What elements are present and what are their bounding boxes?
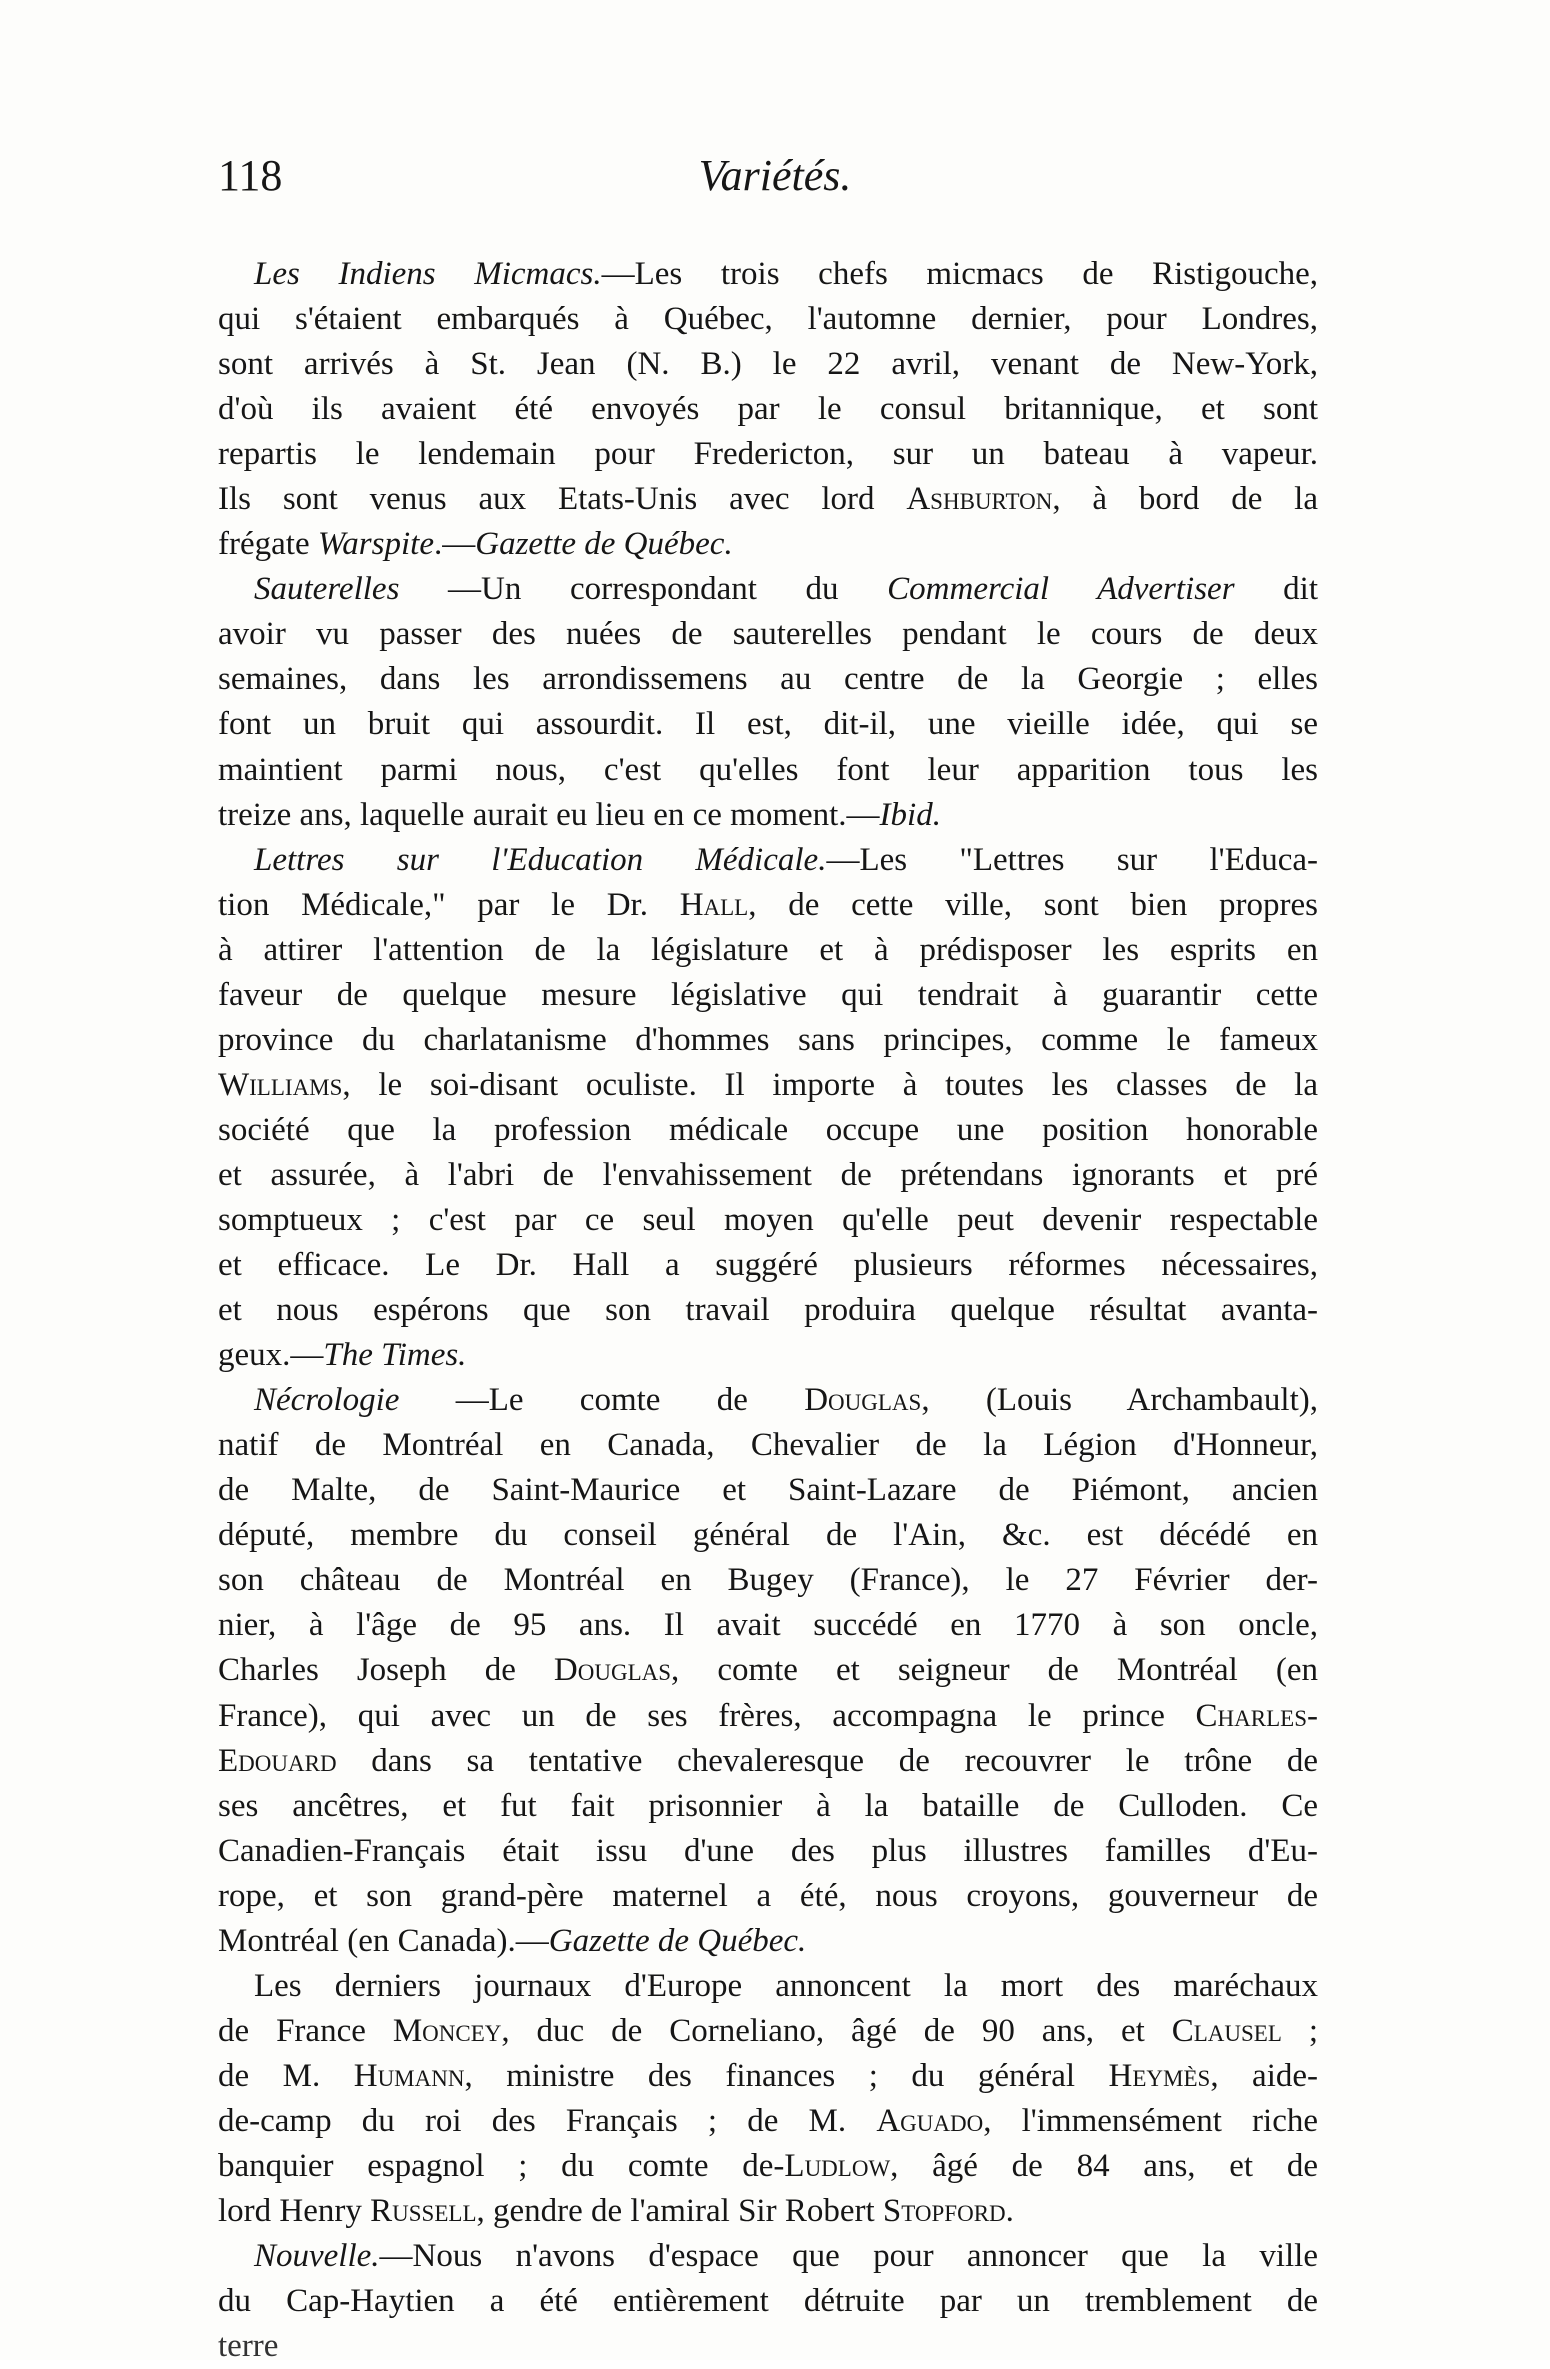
text-line: et nous espérons que son travail produira quelque résultat avanta-: [218, 1292, 1318, 1329]
text-line: Edouard dans sa tentative chevaleresque de recouvrer le trône de: [218, 1742, 1318, 1779]
text-line: Nécrologie —Le comte de Douglas, (Louis Archambault),: [254, 1382, 1318, 1419]
text-line: Nouvelle.—Nous n'avons d'espace que pour annoncer que la ville: [254, 2238, 1318, 2275]
text-line: natif de Montréal en Canada, Chevalier de la Légion d'Honneur,: [218, 1427, 1318, 1464]
text-line: à attirer l'attention de la législature et à prédisposer les esprits en: [218, 931, 1318, 968]
text-line: ses ancêtres, et fut fait prisonnier à la bataille de Culloden. Ce: [218, 1787, 1318, 1824]
text-line: province du charlatanisme d'hommes sans principes, comme le fameux: [218, 1021, 1318, 1058]
page-header: [218, 150, 1332, 210]
text-line: font un bruit qui assourdit. Il est, dit-il, une vieille idée, qui se: [218, 706, 1318, 743]
text-line: Lettres sur l'Education Médicale.—Les "Lettres sur l'Educa-: [254, 841, 1319, 878]
text-line: repartis le lendemain pour Fredericton, sur un bateau à vapeur.: [218, 436, 1318, 473]
text-line: député, membre du conseil général de l'Ain, &c. est décédé en: [218, 1517, 1318, 1554]
text-line: terre: [218, 2328, 279, 2365]
text-line: Sauterelles —Un correspondant du Commercial Advertiser dit: [254, 571, 1318, 608]
text-line: frégate Warspite.—Gazette de Québec.: [218, 526, 733, 563]
text-line: banquier espagnol ; du comte de-Ludlow, âgé de 84 ans, et de: [218, 2147, 1318, 2184]
text-line: de-camp du roi des Français ; de M. Aguado, l'immensément riche: [218, 2102, 1318, 2139]
text-line: faveur de quelque mesure législative qui tendrait à guarantir cette: [218, 976, 1318, 1013]
text-line: société que la profession médicale occupe une position honorable: [218, 1111, 1318, 1148]
text-line: d'où ils avaient été envoyés par le consul britannique, et sont: [218, 391, 1318, 428]
text-line: avoir vu passer des nuées de sauterelles pendant le cours de deux: [218, 616, 1318, 653]
text-line: Ils sont venus aux Etats-Unis avec lord Ashburton, à bord de la: [218, 481, 1318, 518]
text-line: lord Henry Russell, gendre de l'amiral Sir Robert Stopford.: [218, 2193, 1014, 2230]
text-line: de Malte, de Saint-Maurice et Saint-Lazare de Piémont, ancien: [218, 1472, 1318, 1509]
text-line: et assurée, à l'abri de l'envahissement de prétendans ignorants et pré: [218, 1156, 1318, 1193]
text-line: rope, et son grand-père maternel a été, nous croyons, gouverneur de: [218, 1877, 1318, 1914]
text-line: semaines, dans les arrondissemens au centre de la Georgie ; elles: [218, 661, 1318, 698]
text-line: du Cap-Haytien a été entièrement détruite par un tremblement de: [218, 2283, 1318, 2320]
body-text: [218, 252, 1319, 2365]
text-line: de M. Humann, ministre des finances ; du général Heymès, aide-: [218, 2057, 1319, 2094]
text-line: maintient parmi nous, c'est qu'elles font leur apparition tous les: [218, 751, 1318, 788]
text-line: Canadien-Français était issu d'une des plus illustres familles d'Eu-: [218, 1832, 1318, 1869]
text-line: somptueux ; c'est par ce seul moyen qu'elle peut devenir respectable: [218, 1201, 1318, 1238]
text-line: et efficace. Le Dr. Hall a suggéré plusieurs réformes nécessaires,: [218, 1247, 1318, 1284]
text-line: son château de Montréal en Bugey (France), le 27 Février der-: [218, 1562, 1318, 1599]
text-line: qui s'étaient embarqués à Québec, l'automne dernier, pour Londres,: [218, 301, 1318, 338]
text-line: nier, à l'âge de 95 ans. Il avait succédé en 1770 à son oncle,: [218, 1607, 1318, 1644]
text-line: Montréal (en Canada).—Gazette de Québec.: [218, 1922, 807, 1959]
text-line: Les derniers journaux d'Europe annoncent la mort des maréchaux: [254, 1967, 1318, 2004]
text-line: France), qui avec un de ses frères, accompagna le prince Charles-: [218, 1697, 1318, 1734]
text-line: Williams, le soi-disant oculiste. Il importe à toutes les classes de la: [218, 1066, 1318, 1103]
text-line: Les Indiens Micmacs.—Les trois chefs micmacs de Ristigouche,: [254, 256, 1318, 292]
text-line: geux.—The Times.: [218, 1337, 467, 1374]
text-line: sont arrivés à St. Jean (N. B.) le 22 avril, venant de New-York,: [218, 346, 1318, 383]
page-number: 118: [218, 151, 283, 200]
text-line: treize ans, laquelle aurait eu lieu en ce moment.—Ibid.: [218, 796, 941, 833]
text-line: de France Moncey, duc de Corneliano, âgé de 90 ans, et Clausel ;: [218, 2012, 1319, 2049]
text-line: Charles Joseph de Douglas, comte et seigneur de Montréal (en: [218, 1652, 1318, 1689]
text-line: tion Médicale," par le Dr. Hall, de cette ville, sont bien propres: [218, 886, 1318, 923]
running-title: Variétés.: [698, 151, 852, 200]
